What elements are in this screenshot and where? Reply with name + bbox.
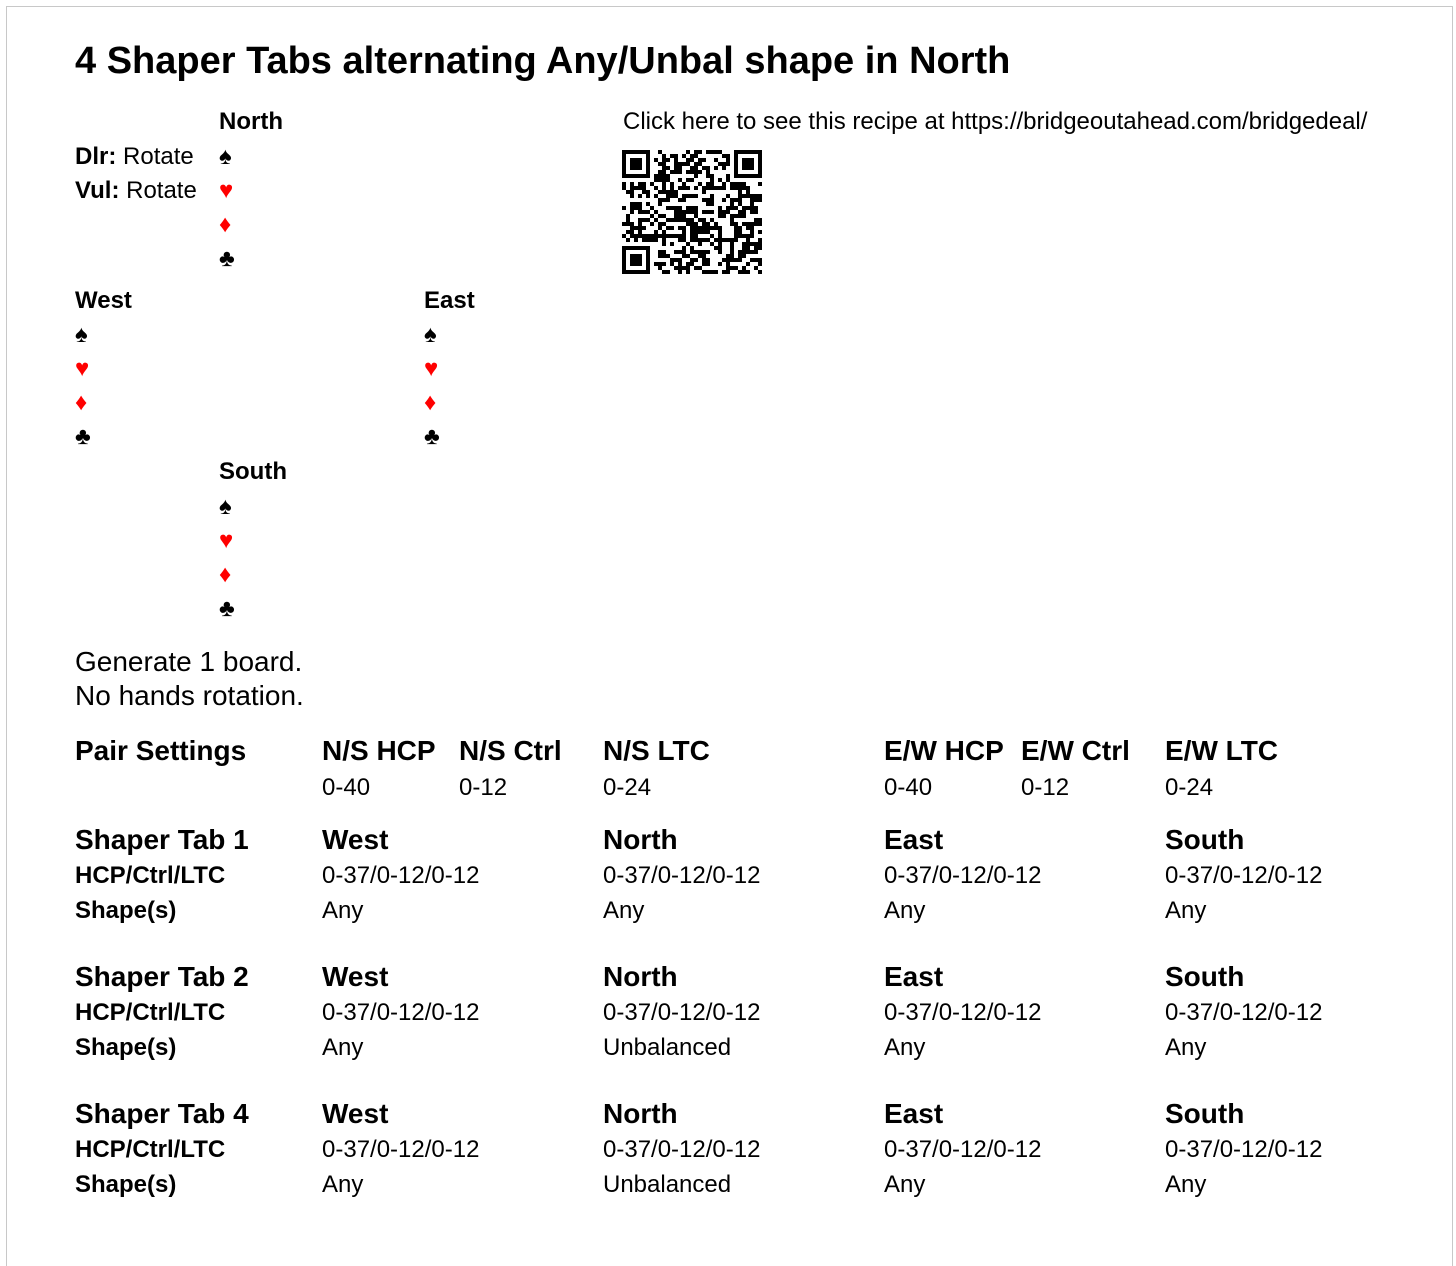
- west-club-icon: ♣: [75, 423, 91, 450]
- ew-ctrl-header: E/W Ctrl: [1021, 735, 1130, 766]
- ew-ltc-header: E/W LTC: [1165, 735, 1279, 766]
- shaper-tab-2-east: East: [884, 961, 944, 992]
- ew-hcp-header: E/W HCP: [884, 735, 1004, 766]
- shaper-tab-1-north-shape: Any: [603, 897, 645, 924]
- ns-ctrl-header: N/S Ctrl: [459, 735, 562, 766]
- shaper-tab-1-south: South: [1165, 824, 1245, 855]
- north-diamond-icon: ♦: [219, 211, 232, 238]
- south-heart-icon: ♥: [219, 527, 234, 554]
- shaper-tab-1-east-shape: Any: [884, 897, 926, 924]
- shaper-tab-2-south-shape: Any: [1165, 1034, 1207, 1061]
- south-spade-icon: ♠: [219, 493, 232, 520]
- west-spade-icon: ♠: [75, 321, 88, 348]
- shaper-tab-1-north: North: [603, 824, 678, 855]
- vul-value: Rotate: [126, 177, 197, 204]
- east-spade-icon: ♠: [424, 321, 437, 348]
- north-hand-label: North: [219, 108, 283, 135]
- shaper-tab-2-label: Shaper Tab 2: [75, 961, 249, 992]
- dealer-value: Rotate: [123, 143, 194, 170]
- shaper-tab-4-west: West: [322, 1098, 389, 1129]
- shaper-tab-2-north: North: [603, 961, 678, 992]
- page-title: 4 Shaper Tabs alternating Any/Unbal shape in North: [75, 40, 1011, 82]
- shaper-tab-4-south: South: [1165, 1098, 1245, 1129]
- west-heart-icon: ♥: [75, 355, 90, 382]
- east-heart-icon: ♥: [424, 355, 439, 382]
- shaper-tab-2-east-hcp: 0-37/0-12/0-12: [884, 999, 1042, 1026]
- ns-ltc-value: 0-24: [603, 774, 652, 801]
- shaper-tab-1-shape-label: Shape(s): [75, 897, 177, 924]
- ew-ctrl-value: 0-12: [1021, 774, 1070, 801]
- shaper-tab-2-east-shape: Any: [884, 1034, 926, 1061]
- shaper-tab-4-hcp-label: HCP/Ctrl/LTC: [75, 1136, 226, 1163]
- shaper-tab-4-west-shape: Any: [322, 1171, 364, 1198]
- shaper-tab-2-west-hcp: 0-37/0-12/0-12: [322, 999, 480, 1026]
- north-spade-icon: ♠: [219, 143, 232, 170]
- east-diamond-icon: ♦: [424, 389, 437, 416]
- south-hand-label: South: [219, 458, 287, 485]
- shaper-tab-1-south-shape: Any: [1165, 897, 1207, 924]
- ew-hcp-value: 0-40: [884, 774, 933, 801]
- shaper-tab-4-south-hcp: 0-37/0-12/0-12: [1165, 1136, 1323, 1163]
- ns-hcp-value: 0-40: [322, 774, 371, 801]
- ns-ltc-header: N/S LTC: [603, 735, 710, 766]
- shaper-tab-4-east-shape: Any: [884, 1171, 926, 1198]
- shaper-tab-1-west-shape: Any: [322, 897, 364, 924]
- shaper-tab-1-hcp-label: HCP/Ctrl/LTC: [75, 862, 226, 889]
- rotation-note: No hands rotation.: [75, 680, 304, 711]
- shaper-tab-1-west-hcp: 0-37/0-12/0-12: [322, 862, 480, 889]
- shaper-tab-1-east-hcp: 0-37/0-12/0-12: [884, 862, 1042, 889]
- recipe-link[interactable]: Click here to see this recipe at https://bridgeoutahead.com/bridgedeal/: [623, 108, 1368, 135]
- north-heart-icon: ♥: [219, 177, 234, 204]
- west-hand-label: West: [75, 287, 132, 314]
- dealer-label: Dlr:: [75, 143, 117, 170]
- shaper-tab-2-north-hcp: 0-37/0-12/0-12: [603, 999, 761, 1026]
- ns-ctrl-value: 0-12: [459, 774, 508, 801]
- south-diamond-icon: ♦: [219, 561, 232, 588]
- shaper-tab-2-west: West: [322, 961, 389, 992]
- shaper-tab-1-north-hcp: 0-37/0-12/0-12: [603, 862, 761, 889]
- south-club-icon: ♣: [219, 595, 235, 622]
- shaper-tab-2-shape-label: Shape(s): [75, 1034, 177, 1061]
- dealer-row: [75, 143, 194, 171]
- west-diamond-icon: ♦: [75, 389, 88, 416]
- shaper-tab-2-north-shape: Unbalanced: [603, 1034, 732, 1061]
- shaper-tab-1-east: East: [884, 824, 944, 855]
- east-hand-label: East: [424, 287, 475, 314]
- shaper-tab-4-north-shape: Unbalanced: [603, 1171, 732, 1198]
- vul-label: Vul:: [75, 177, 120, 204]
- shaper-tab-4-shape-label: Shape(s): [75, 1171, 177, 1198]
- north-club-icon: ♣: [219, 245, 235, 272]
- shaper-tab-4-east-hcp: 0-37/0-12/0-12: [884, 1136, 1042, 1163]
- pair-settings-label: Pair Settings: [75, 735, 247, 766]
- shaper-tab-4-north-hcp: 0-37/0-12/0-12: [603, 1136, 761, 1163]
- shaper-tab-2-west-shape: Any: [322, 1034, 364, 1061]
- generate-note: Generate 1 board.: [75, 646, 303, 677]
- ew-ltc-value: 0-24: [1165, 774, 1214, 801]
- vul-row: [75, 177, 197, 205]
- shaper-tab-1-west: West: [322, 824, 389, 855]
- shaper-tab-4-south-shape: Any: [1165, 1171, 1207, 1198]
- shaper-tab-2-south: South: [1165, 961, 1245, 992]
- qr-code-icon[interactable]: [622, 150, 762, 274]
- shaper-tab-2-south-hcp: 0-37/0-12/0-12: [1165, 999, 1323, 1026]
- ns-hcp-header: N/S HCP: [322, 735, 436, 766]
- east-club-icon: ♣: [424, 423, 440, 450]
- shaper-tab-1-south-hcp: 0-37/0-12/0-12: [1165, 862, 1323, 889]
- shaper-tab-4-label: Shaper Tab 4: [75, 1098, 249, 1129]
- shaper-tab-4-west-hcp: 0-37/0-12/0-12: [322, 1136, 480, 1163]
- shaper-tab-4-north: North: [603, 1098, 678, 1129]
- shaper-tab-1-label: Shaper Tab 1: [75, 824, 249, 855]
- shaper-tab-2-hcp-label: HCP/Ctrl/LTC: [75, 999, 226, 1026]
- shaper-tab-4-east: East: [884, 1098, 944, 1129]
